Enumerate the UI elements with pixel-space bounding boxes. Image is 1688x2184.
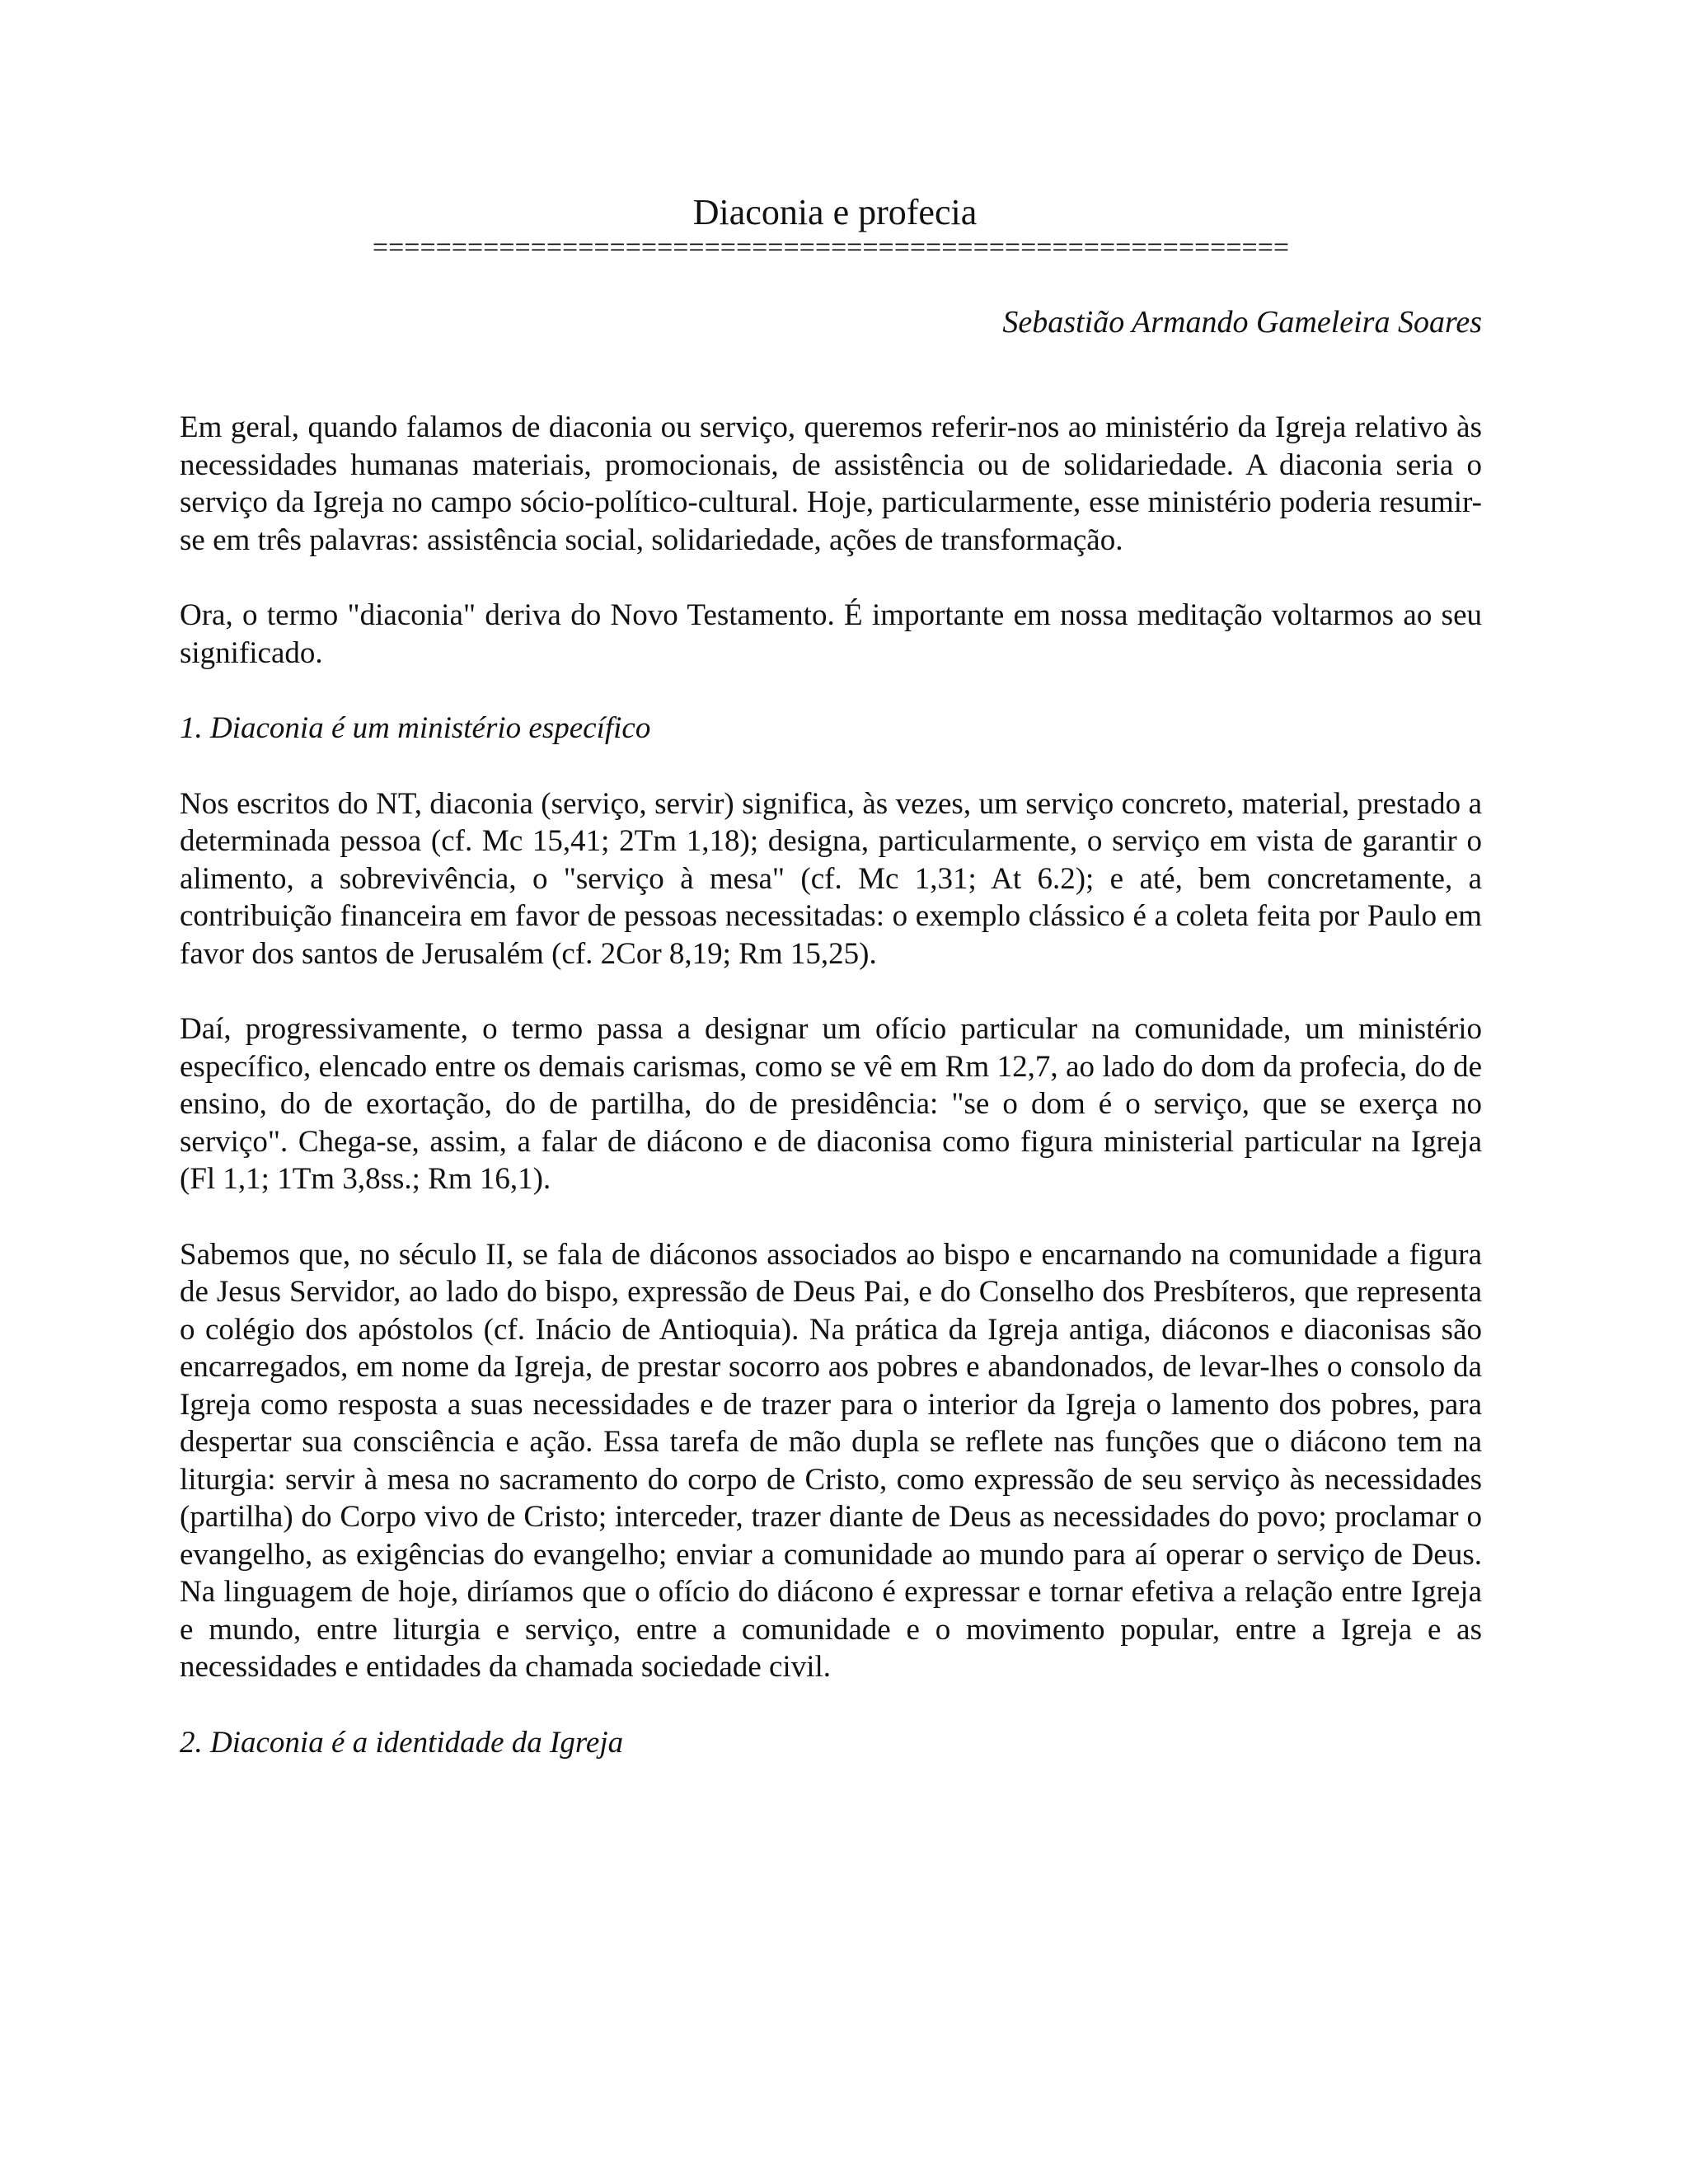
paragraph: Daí, progressivamente, o termo passa a designar um ofício particular na comunidade, um ministério específico, elencado entre os demais carismas, como se vê em Rm 12,7, ao lado do dom da profecia, do de ensino, do de exortação, do de partilha, do de presidência: "se o dom é o serviço, que se exerça no serviço". Chega-se, assim, a falar de diácono e de diaconisa como figura ministerial particular na Igreja (Fl 1,1; 1Tm 3,8ss.; Rm 16,1). [180,1012,1482,1196]
document-body [180,190,1482,1761]
paragraph: Ora, o termo "diaconia" deriva do Novo Testamento. É importante em nossa meditação voltarmos ao seu significado. [180,598,1482,670]
paragraph: Nos escritos do NT, diaconia (serviço, servir) significa, às vezes, um serviço concreto, material, prestado a determinada pessoa (cf. Mc 15,41; 2Tm 1,18); designa, particularmente, o serviço em vista de garantir o alimento, a sobrevivência, o "serviço à mesa" (cf. Mc 1,31; At 6.2); e até, bem concretamente, a contribuição financeira em favor de pessoas necessitadas: o exemplo clássico é a coleta feita por Paulo em favor dos santos de Jerusalém (cf. 2Cor 8,19; Rm 15,25). [180,786,1482,971]
paragraph: Em geral, quando falamos de diaconia ou serviço, queremos referir-nos ao ministério da Igreja relativo às necessidades humanas materiais, promocionais, de assistência ou de solidariedade. A diaconia seria o serviço da Igreja no campo sócio-político-cultural. Hoje, particularmente, esse ministério poderia resumir-se em três palavras: assistência social, solidariedade, ações de transformação. [180,410,1482,557]
document-title: Diaconia e profecia [692,192,978,232]
title-underline-rule: ========================================================== [372,236,1290,260]
section-heading: 2. Diaconia é a identidade da Igreja [180,1725,624,1760]
author-name: Sebastião Armando Gameleira Soares [1002,305,1482,340]
section-heading: 1. Diaconia é um ministério específico [180,711,651,745]
paragraph: Sabemos que, no século II, se fala de diáconos associados ao bispo e encarnando na comunidade a figura de Jesus Servidor, ao lado do bispo, expressão de Deus Pai, e do Conselho dos Presbíteros, que representa o colégio dos apóstolos (cf. Inácio de Antioquia). Na prática da Igreja antiga, diáconos e diaconisas são encarregados, em nome da Igreja, de prestar socorro aos pobres e abandonados, de levar-lhes o consolo da Igreja como resposta a suas necessidades e de trazer para o interior da Igreja o lamento dos pobres, para despertar sua consciência e ação. Essa tarefa de mão dupla se reflete nas funções que o diácono tem na liturgia: servir à mesa no sacramento do corpo de Cristo, como expressão de seu serviço às necessidades (partilha) do Corpo vivo de Cristo; interceder, trazer diante de Deus as necessidades do povo; proclamar o evangelho, as exigências do evangelho; enviar a comunidade ao mundo para aí operar o serviço de Deus. Na linguagem de hoje, diríamos que o ofício do diácono é expressar e tornar efetiva a relação entre Igreja e mundo, entre liturgia e serviço, entre a comunidade e o movimento popular, entre a Igreja e as necessidades e entidades da chamada sociedade civil. [180,1237,1482,1684]
